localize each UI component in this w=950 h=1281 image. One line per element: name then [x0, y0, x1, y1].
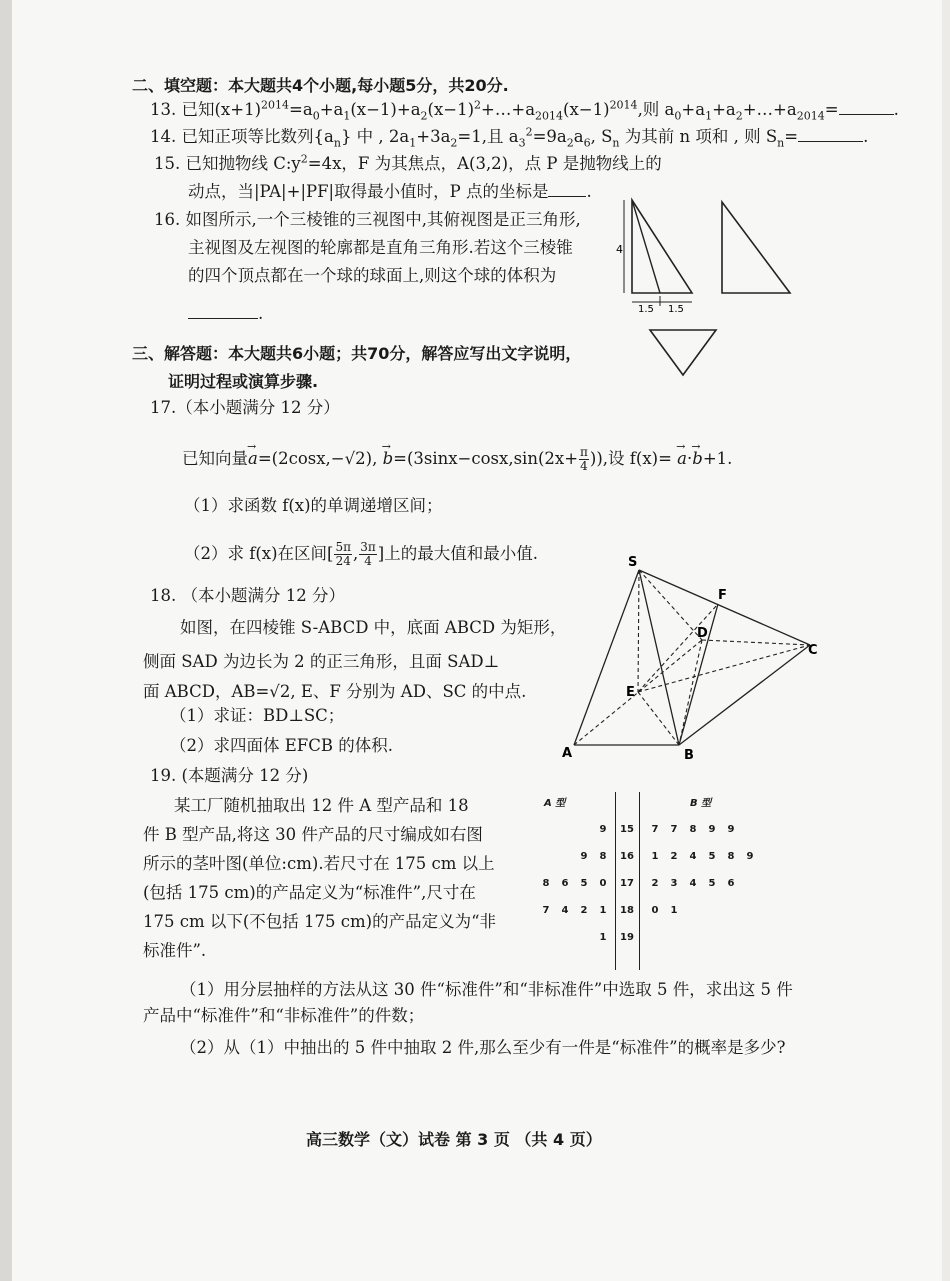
leaf-a: 8 — [542, 878, 550, 889]
exam-page — [12, 0, 942, 1281]
height-dimension-label: 4 — [616, 243, 623, 256]
question-19-line1: 某工厂随机抽取出 12 件 A 型产品和 18 — [174, 796, 469, 815]
leaf-b: 9 — [746, 851, 754, 862]
question-18-part1: （1）求证：BD⊥SC； — [170, 706, 345, 725]
edge-SB — [639, 570, 679, 745]
question-16-line2: 主视图及左视图的轮廓都是直角三角形.若这个三棱锥 — [188, 238, 573, 257]
side-view-triangle — [722, 202, 790, 293]
stem-divider-left — [615, 792, 616, 970]
answer-blank — [798, 127, 863, 142]
question-17-part2: （2）求 f(x)在区间[ $\frac{5\pi}{24}$ , $\frac{3\pi}{4}$ ]上的最大值和最小值. — [184, 540, 538, 568]
question-15-line1: 15. 已知抛物线 $C:y^2=4x$，F 为其焦点，A(3,2)，点 P 是抛物线上的 — [154, 152, 662, 173]
leaf-b: 6 — [727, 878, 735, 889]
leaf-b: 9 — [708, 824, 716, 835]
leaf-a: 8 — [599, 851, 607, 862]
leaf-b: 9 — [727, 824, 735, 835]
page-footer: 高三数学（文）试卷 第 3 页 （共 4 页） — [306, 1130, 602, 1149]
leaf-a: 0 — [599, 878, 607, 889]
section2-heading: 二、填空题：本大题共4个小题,每小题5分，共20分. — [132, 76, 509, 95]
question-18-part2: （2）求四面体 EFCB 的体积. — [170, 736, 393, 755]
leaf-a: 1 — [599, 905, 607, 916]
question-19-part2: （2）从（1）中抽出的 5 件中抽取 2 件,那么至少有一件是“标准件”的概率是多少? — [180, 1038, 786, 1057]
leaf-b: 2 — [670, 851, 678, 862]
leaf-a: 9 — [599, 824, 607, 835]
question-13: 13. 已知$(x+1)^{2014}=a_0+a_1(x-1)+a_2(x-1)^2+\dots+a_{2014}(x-1)^{2014}$,则 $a_0+a_1+a_2+\dots+a_{2014}=$ . — [150, 98, 899, 123]
stem-value: 16 — [620, 851, 634, 862]
leaf-b: 4 — [689, 851, 697, 862]
question-16-line4: . — [188, 303, 263, 325]
leaf-b: 1 — [651, 851, 659, 862]
label-D: D — [697, 626, 708, 641]
leaf-b: 5 — [708, 851, 716, 862]
leaf-a: 6 — [561, 878, 569, 889]
question-19-line2: 件 B 型产品,将这 30 件产品的尺寸编成如右图 — [143, 825, 483, 844]
question-17-title: 17.（本小题满分 12 分） — [150, 398, 340, 417]
leaf-b: 7 — [651, 824, 659, 835]
leaf-a: 2 — [580, 905, 588, 916]
question-17-given: 已知向量→ a=(2cosx,−√2), → b=(3sinx−cosx,sin(2x+ $\frac{\pi}{4}$ )),设 f(x)= → a·→ b+1. — [182, 446, 732, 473]
top-view-triangle — [650, 330, 716, 375]
label-F: F — [718, 588, 727, 603]
question-17-part1: （1）求函数 f(x)的单调递增区间； — [184, 496, 443, 515]
label-A: A — [562, 746, 573, 761]
three-view-figure — [612, 190, 802, 380]
question-18-line3: 面 ABCD，AB=√2, E、F 分别为 AD、SC 的中点. — [143, 682, 527, 701]
front-view-edge — [632, 200, 660, 293]
label-E: E — [626, 685, 635, 700]
edge-BC — [679, 645, 810, 745]
left-dimension-label: 1.5 — [638, 304, 654, 315]
label-S: S — [628, 555, 638, 570]
question-19-line3: 所示的茎叶图(单位:cm).若尺寸在 175 cm 以上 — [143, 854, 495, 873]
question-16-line3: 的四个顶点都在一个球的球面上,则这个球的体积为 — [188, 266, 557, 285]
question-16-line1: 16. 如图所示,一个三棱锥的三视图中,其俯视图是正三角形, — [154, 210, 581, 229]
leaf-a: 9 — [580, 851, 588, 862]
section3-heading-line2: 证明过程或演算步骤. — [168, 372, 319, 391]
stem-value: 19 — [620, 932, 634, 943]
stem-value: 17 — [620, 878, 634, 889]
stem-leaf-label-b: B 型 — [690, 798, 712, 809]
question-18-line1: 如图，在四棱锥 S-ABCD 中，底面 ABCD 为矩形， — [180, 618, 567, 637]
edge-EC — [638, 645, 810, 692]
leaf-b: 3 — [670, 878, 678, 889]
question-15-line2: 动点，当|PA|+|PF|取得最小值时，P 点的坐标是 . — [188, 182, 592, 201]
question-19-line4: (包括 175 cm)的产品定义为“标准件”,尺寸在 — [143, 883, 476, 902]
stem-value: 15 — [620, 824, 634, 835]
label-C: C — [808, 643, 818, 658]
answer-blank — [839, 100, 894, 115]
leaf-b: 4 — [689, 878, 697, 889]
pyramid-figure — [552, 550, 822, 765]
answer-blank — [188, 304, 258, 319]
question-19-part1-line2: 产品中“标准件”和“非标准件”的件数； — [143, 1006, 425, 1025]
edge-SD — [639, 570, 702, 640]
leaf-a: 4 — [561, 905, 569, 916]
leaf-b: 1 — [670, 905, 678, 916]
front-view-triangle — [632, 200, 692, 293]
edge-DC — [702, 640, 810, 645]
leaf-b: 0 — [651, 905, 659, 916]
page-binding-edge — [0, 0, 12, 1281]
question-19-line5: 175 cm 以下(不包括 175 cm)的产品定义为“非 — [143, 912, 497, 931]
edge-SA — [574, 570, 639, 745]
question-19-title: 19. (本题满分 12 分) — [150, 766, 309, 785]
leaf-a: 5 — [580, 878, 588, 889]
stem-divider-right — [639, 792, 640, 970]
leaf-b: 5 — [708, 878, 716, 889]
label-B: B — [684, 748, 694, 763]
leaf-a: 7 — [542, 905, 550, 916]
leaf-b: 2 — [651, 878, 659, 889]
leaf-a: 1 — [599, 932, 607, 943]
leaf-b: 8 — [727, 851, 735, 862]
edge-SE — [638, 570, 639, 692]
question-19-line6: 标准件”. — [143, 941, 207, 960]
question-18-title: 18. （本小题满分 12 分） — [150, 586, 345, 605]
section3-heading-line1: 三、解答题：本大题共6小题；共70分，解答应写出文字说明， — [132, 344, 582, 363]
question-19-part1-line1: （1）用分层抽样的方法从这 30 件“标准件”和“非标准件”中选取 5 件，求出这 5 件 — [180, 980, 793, 999]
leaf-b: 7 — [670, 824, 678, 835]
answer-blank — [548, 182, 586, 197]
edge-SC — [639, 570, 810, 645]
leaf-b: 8 — [689, 824, 697, 835]
question-14: 14. 已知正项等比数列$\{a_n\}$ 中 , $2a_1+3a_2=1$,且 $a_3^2=9a_2a_6$, $S_n$ 为其前 n 项和 , 则 $S_n=$ . — [150, 125, 869, 150]
right-dimension-label: 1.5 — [668, 304, 684, 315]
question-18-line2: 侧面 SAD 为边长为 2 的正三角形，且面 SAD⊥ — [143, 652, 500, 671]
stem-value: 18 — [620, 905, 634, 916]
stem-leaf-plot — [502, 790, 802, 970]
stem-leaf-label-a: A 型 — [544, 798, 566, 809]
